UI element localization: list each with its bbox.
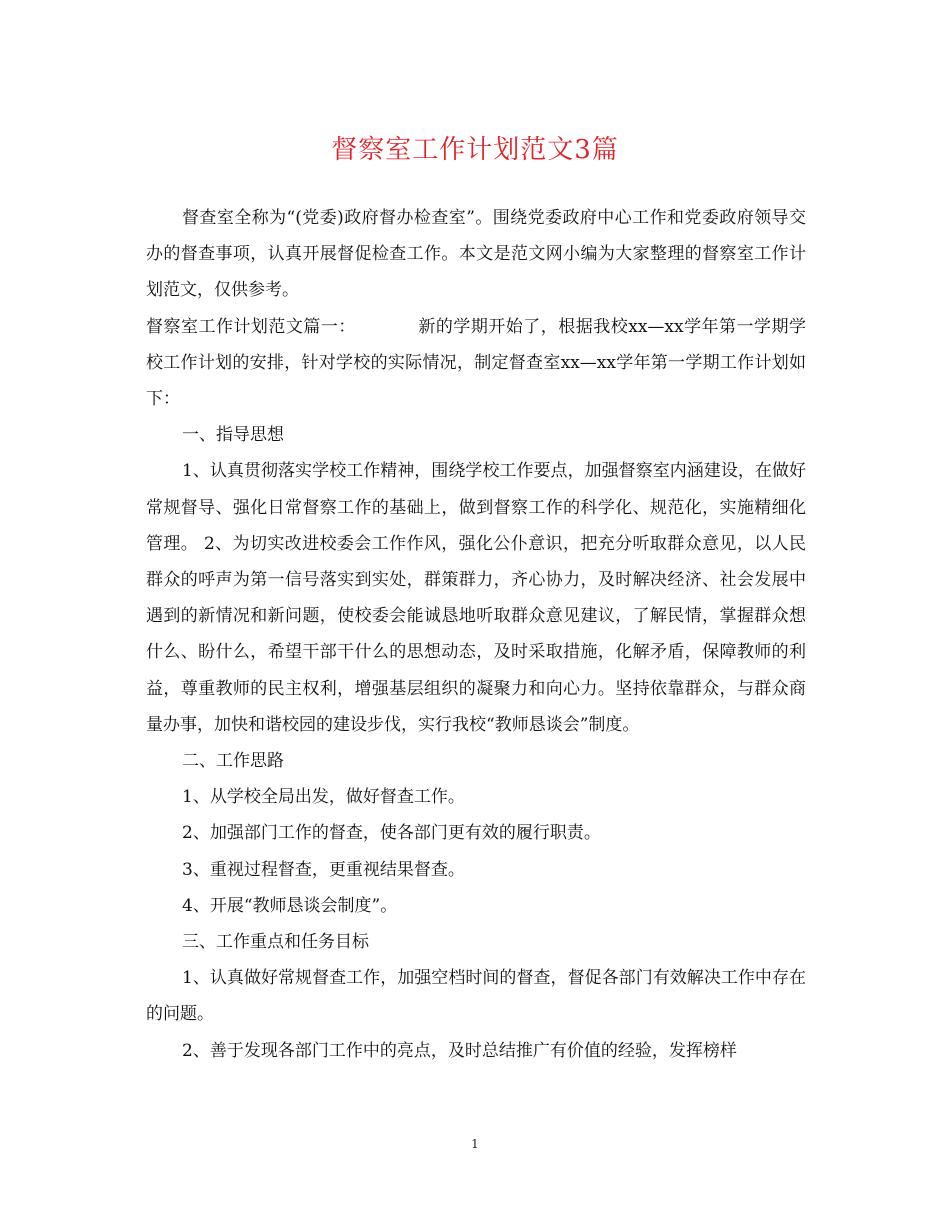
heading-work-approach: 二、工作思路 [182,751,284,772]
document-body [146,200,806,1069]
heading-guiding-ideology: 一、指导思想 [182,425,284,446]
section-paragraph [146,309,806,418]
paragraph-guiding-ideology: 1、认真贯彻落实学校工作精神，围绕学校工作要点，加强督察室内涵建设，在做好常规督导、强化日常督察工作的基础上，做到督察工作的科学化、规范化，实施精细化管理。 2、为切实改进校委会工作作风，强化公仆意识，把充分听取群众意见，以人民群众的呼声为第一信号落实到实处，群策群力，齐心协力，及时解决经济、社会发展中遇到的新情况和新问题，使校委会能诚恳地听取群众意见建议，了解民情，掌握群众想什么、盼什么，希望干部干什么的思想动态，及时采取措施，化解矛盾，保障教师的利益，尊重教师的民主权利，增强基层组织的凝聚力和向心力。坚持依靠群众，与群众商量办事，加快和谐校园的建设步伐，实行我校“教师恳谈会”制度。 [146,461,806,735]
list-item: 3、重视过程督查，更重视结果督查。 [182,859,465,880]
page-number: 1 [471,1137,479,1151]
list-item: 2、加强部门工作的督查，使各部门更有效的履行职责。 [182,823,601,844]
intro-paragraph: 督查室全称为“(党委)政府督办检查室”。围绕党委政府中心工作和党委政府领导交办的督查事项，认真开展督促检查工作。本文是范文网小编为大家整理的督察室工作计划范文，仅供参考。 [146,208,806,301]
list-item: 2、善于发现各部门工作中的亮点，及时总结推广有价值的经验，发挥榜样 [182,1040,737,1061]
section-label: 督察室工作计划范文篇一： [146,316,356,337]
document-title: 督察室工作计划范文3篇 [331,135,619,165]
list-item: 1、从学校全局出发，做好督查工作。 [182,787,465,808]
list-item: 1、认真做好常规督查工作，加强空档时间的督查，督促各部门有效解决工作中存在的问题。 [146,968,806,1025]
list-item: 4、开展“教师恳谈会制度”。 [182,895,398,916]
heading-key-tasks: 三、工作重点和任务目标 [182,932,369,953]
section-text: 新的学期开始了，根据我校xx—xx学年第一学期学校工作计划的安排，针对学校的实际情况，制定督查室xx—xx学年第一学期工作计划如下： [146,316,806,410]
